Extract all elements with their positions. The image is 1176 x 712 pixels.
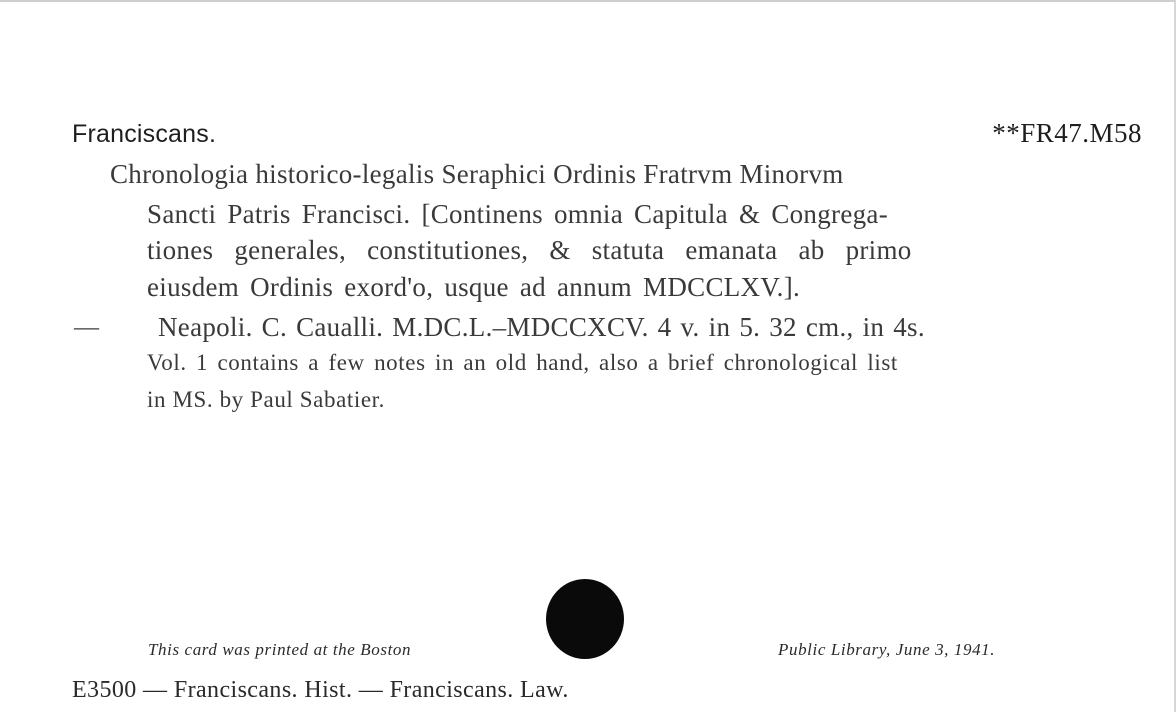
punch-hole [546, 579, 624, 659]
imprint-line: Neapoli. C. Caualli. M.DC.L.–MDCCXCV. 4 v. in 5. 32 cm., in 4s. [158, 312, 925, 342]
printed-at-left: This card was printed at the Boston [148, 640, 412, 659]
subject-heading: Franciscans. [72, 120, 217, 148]
title-line-3: tiones generales, constitutiones, & statuta emanata ab primo [147, 235, 912, 265]
note-line-1: Vol. 1 contains a few notes in an old hand, also a brief chronological list [147, 350, 898, 375]
printed-at-right: Public Library, June 3, 1941. [778, 640, 996, 659]
imprint-dash: — [74, 314, 99, 341]
title-line-4: eiusdem Ordinis exord'o, usque ad annum MDCCLXV.]. [147, 272, 801, 302]
call-number: **FR47.M58 [992, 118, 1142, 148]
title-line-2: Sancti Patris Francisci. [Continens omnia Capitula & Congrega- [147, 199, 888, 229]
note-line-2: in MS. by Paul Sabatier. [147, 387, 386, 412]
title-line-1: Chronologia historico-legalis Seraphici Ordinis Fratrvm Minorvm [110, 159, 844, 189]
tracing-line: E3500 — Franciscans. Hist. — Franciscans. Law. [72, 677, 569, 703]
